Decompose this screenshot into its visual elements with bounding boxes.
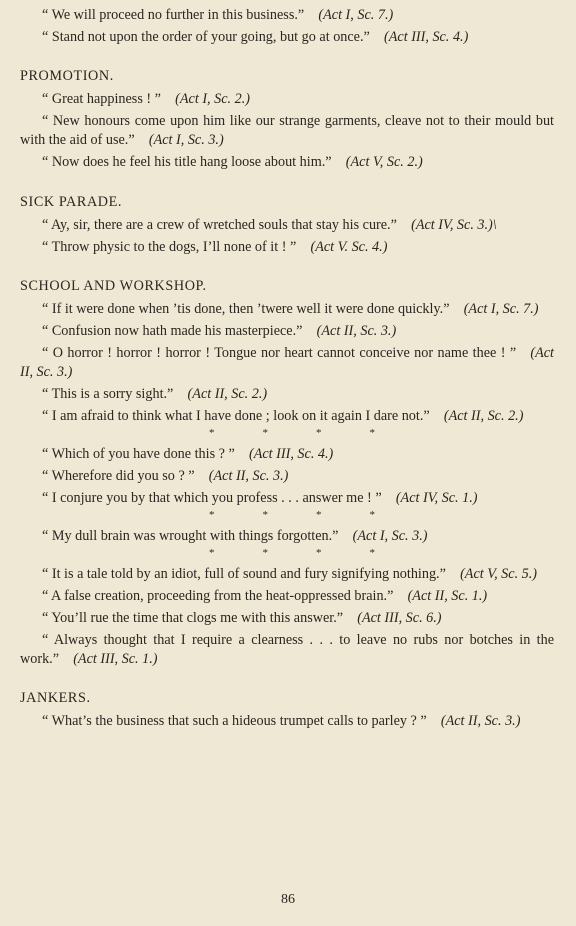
quote-text: “ What’s the business that such a hideous trumpet calls to parley ? ” [42,713,427,730]
asterisk: * [262,509,268,522]
quote-text: “ Throw physic to the dogs, I’ll none of it ! ” [42,238,297,255]
section [20,277,554,670]
quote-text: “ Ay, sir, there are a crew of wretched souls that stay his cure.” [42,216,397,233]
act-scene-reference: (Act III, Sc. 6.) [357,610,442,627]
quote-text: “ If it were done when ’tis done, then ’twere well it were done quickly.” [42,300,450,317]
quote-text: “ Always thought that I require a clearness . . . to leave no rubs nor botches in the work.” [20,632,554,668]
quote-text: “ You’ll rue the time that clogs me with this answer.” [42,610,344,627]
section-heading: SICK PARADE. [20,193,123,210]
quote-text: “ Stand not upon the order of your going, but go at once.” [42,29,370,45]
act-scene-reference: (Act II, Sc. 2.) [443,408,524,425]
page-body [20,6,554,734]
asterisk: * [209,427,215,440]
quote [20,322,554,341]
quote-text: “ Confusion now hath made his masterpiece.” [42,322,303,339]
quote [20,631,554,669]
act-scene-reference: (Act I, Sc. 3.) [148,132,224,149]
quote-text: “ Great happiness ! ” [42,91,161,108]
act-scene-reference: (Act II, Sc. 1.) [407,588,488,605]
quote [20,467,554,486]
quote [20,385,554,404]
quote-text: “ This is a sorry sight.” [42,386,174,403]
quote-text: “ O horror ! horror ! horror ! Tongue nor heart cannot conceive nor name thee ! ” [42,344,517,361]
quote [20,565,554,584]
act-scene-reference: (Act III, Sc. 4.) [248,446,334,463]
quote [20,712,554,731]
act-scene-reference: (Act V, Sc. 5.) [460,566,538,583]
quote-text: “ New honours come upon him like our strange garments, cleave not to their mould but with the aid of use.” [20,113,554,149]
section-heading: JANKERS. [20,690,91,707]
quote [20,407,554,426]
sections [20,67,554,731]
act-scene-reference: (Act III, Sc. 4.) [384,29,469,45]
act-scene-reference: (Act V, Sc. 2.) [345,154,423,171]
asterisk: * [369,427,375,440]
quote-text: “ Which of you have done this ? ” [42,446,235,463]
quote [20,90,554,109]
quote [20,153,554,172]
quote [20,445,554,464]
act-scene-reference: (Act III, Sc. 1.) [73,651,158,668]
quote [20,527,554,546]
quote-text: “ My dull brain was wrought with things forgotten.” [42,528,339,545]
act-scene-reference: (Act I, Sc. 7.) [463,300,539,317]
asterisk-divider [20,547,554,559]
asterisk: * [316,427,322,440]
act-scene-reference: (Act V. Sc. 4.) [310,238,388,255]
asterisk: * [316,547,322,560]
section [20,67,554,172]
asterisk: * [369,509,375,522]
quote-text: “ We will proceed no further in this business.” [42,7,305,23]
asterisk: * [369,547,375,560]
quote-text: “ A false creation, proceeding from the heat-oppressed brain.” [42,588,394,605]
section-heading: SCHOOL AND WORKSHOP. [20,277,207,294]
section-heading: PROMOTION. [20,68,114,85]
quote-text: “ I am afraid to think what I have done ; look on it again I dare not.” [42,408,430,425]
asterisk: * [262,427,268,440]
asterisk-divider [20,509,554,521]
page-number: 86 [281,892,295,907]
section [20,193,554,257]
act-scene-reference: (Act I, Sc. 2.) [175,91,251,108]
asterisk-divider [20,427,554,439]
act-scene-reference: (Act II, Sc. 3.) [20,344,554,381]
quote [20,28,554,47]
quote [20,6,554,25]
asterisk: * [316,509,322,522]
quote [20,609,554,628]
act-scene-reference: (Act II, Sc. 3.) [208,468,289,485]
act-scene-reference: (Act I, Sc. 7.) [318,7,394,23]
quote-text: “ I conjure you by that which you profess . . . answer me ! ” [42,490,382,507]
section [20,689,554,731]
quote [20,489,554,508]
quote [20,112,554,150]
act-scene-reference: (Act II, Sc. 2.) [187,386,268,403]
quote [20,238,554,257]
asterisk: * [209,509,215,522]
asterisk: * [262,547,268,560]
act-scene-reference: (Act II, Sc. 3.) [440,713,521,730]
quote [20,216,554,235]
quote-text: “ It is a tale told by an idiot, full of sound and fury signifying nothing.” [42,566,446,583]
quote [20,344,554,382]
quote [20,587,554,606]
quote-text: “ Now does he feel his title hang loose about him.” [42,154,332,171]
act-scene-reference: (Act I, Sc. 3.) [352,528,428,545]
quote-text: “ Wherefore did you so ? ” [42,468,195,485]
intro-quotes [20,6,554,47]
act-scene-reference: (Act IV, Sc. 1.) [395,490,478,507]
act-scene-reference: (Act II, Sc. 3.) [316,322,397,339]
act-scene-reference: (Act IV, Sc. 3.)\ [411,216,497,233]
asterisk: * [209,547,215,560]
quote [20,300,554,319]
